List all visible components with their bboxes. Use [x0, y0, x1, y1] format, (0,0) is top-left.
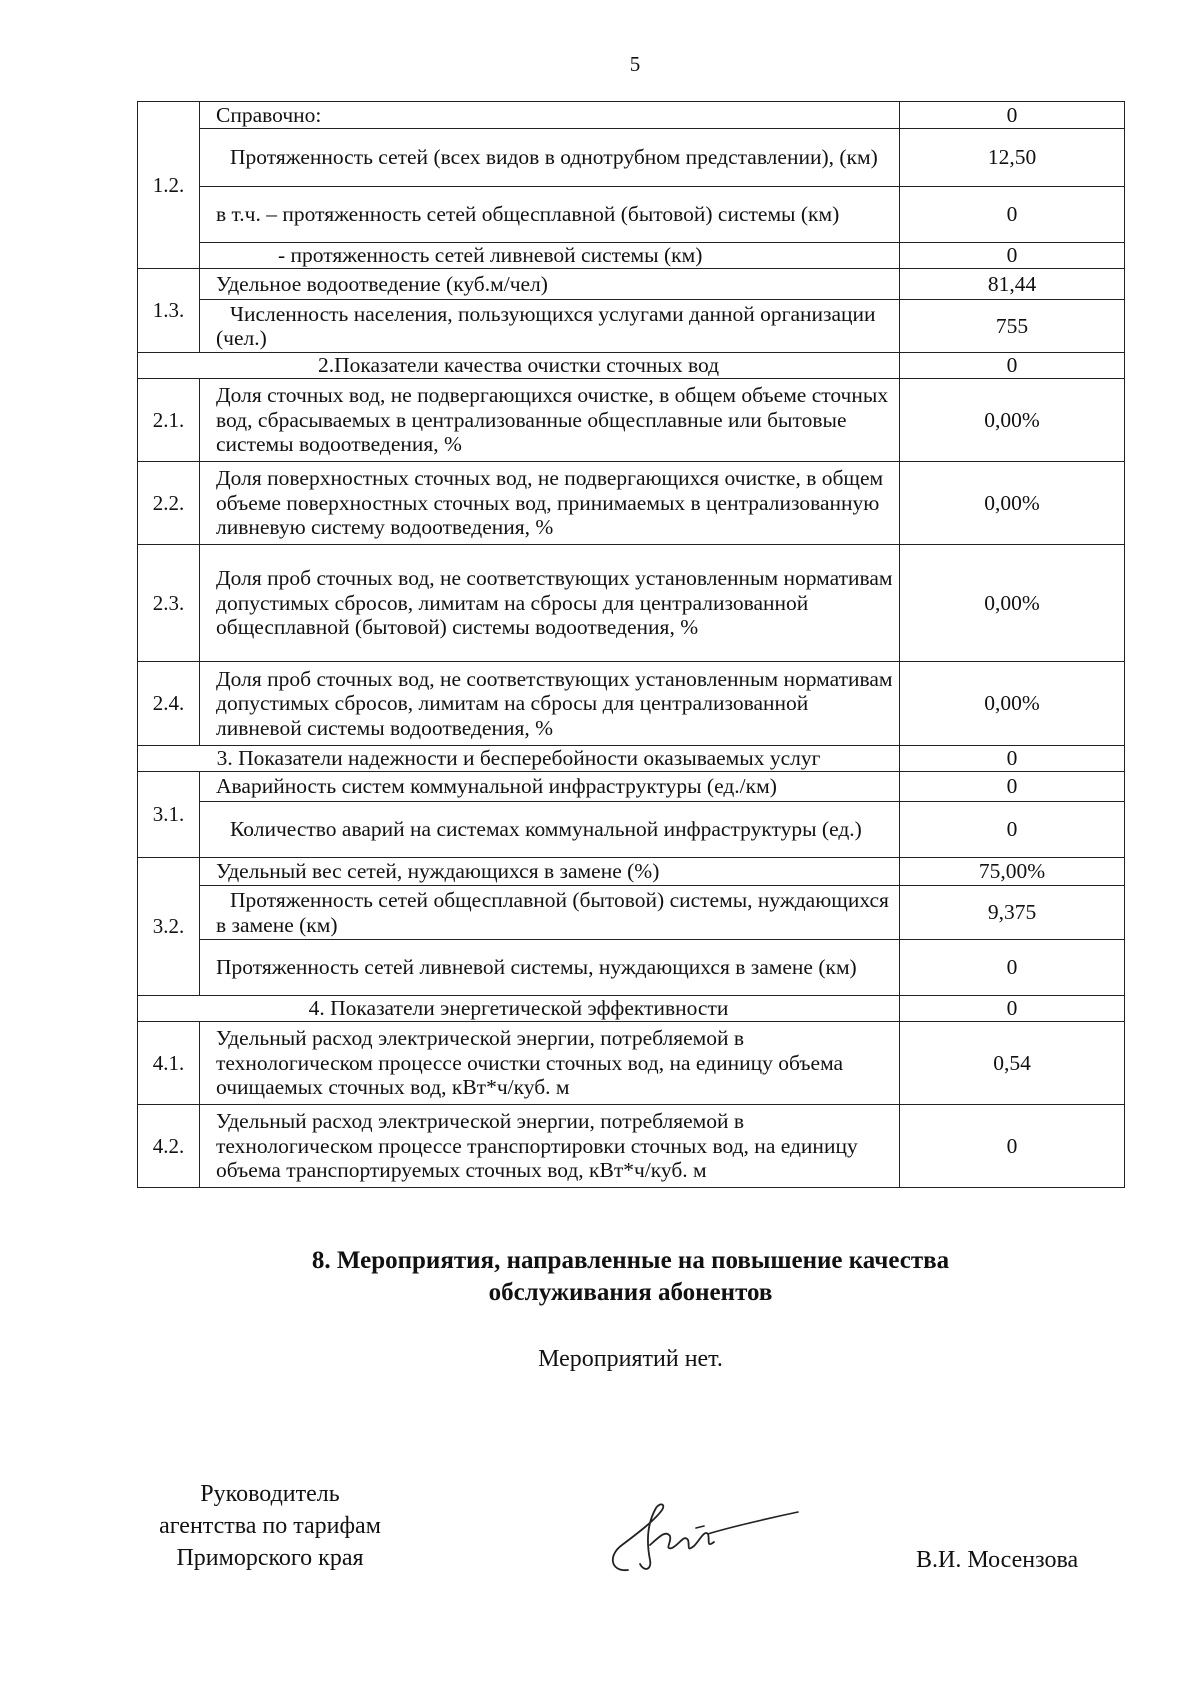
- row-number: 2.3.: [138, 545, 200, 662]
- row-value: 81,44: [900, 269, 1125, 300]
- row-label: Справочно:: [200, 102, 900, 129]
- row-label: Протяженность сетей (всех видов в однотрубном представлении), (км): [200, 129, 900, 187]
- table-row: [138, 886, 1125, 940]
- section-title: 2.Показатели качества очистки сточных вод: [138, 353, 900, 379]
- row-value: 75,00%: [900, 858, 1125, 886]
- table-row: [138, 1105, 1125, 1188]
- section-8-heading-line2: обслуживания абонентов: [488, 1279, 773, 1306]
- row-label: Удельный расход электрической энергии, потребляемой в технологическом процессе очистки сточных вод, на единицу объема очищаемых сточных вод, кВт*ч/куб. м: [200, 1022, 900, 1105]
- signatory-title: [130, 1478, 410, 1574]
- row-number: 2.1.: [138, 379, 200, 462]
- row-value: 0: [900, 1105, 1125, 1188]
- row-number: 1.3.: [138, 269, 200, 353]
- row-value: 0: [900, 772, 1125, 802]
- row-label: Численность населения, пользующихся услугами данной организации (чел.): [200, 300, 900, 353]
- section-row: [138, 746, 1125, 772]
- row-value: 0: [900, 746, 1125, 772]
- row-value: 0: [900, 243, 1125, 269]
- table-row: [138, 243, 1125, 269]
- row-value: 0: [900, 802, 1125, 858]
- section-title: 4. Показатели энергетической эффективности: [138, 996, 900, 1022]
- row-value: 9,375: [900, 886, 1125, 940]
- indicators-table: [137, 101, 1125, 1188]
- row-number: 1.2.: [138, 102, 200, 269]
- row-label: в т.ч. – протяженность сетей общесплавной (бытовой) системы (км): [200, 187, 900, 243]
- page-number: 5: [629, 52, 641, 76]
- table-row: [138, 462, 1125, 545]
- no-measures-text: Мероприятий нет.: [538, 1346, 723, 1372]
- row-number: 3.2.: [138, 858, 200, 996]
- signatory-title-line1: Руководитель: [200, 1481, 340, 1507]
- row-label: Аварийность систем коммунальной инфраструктуры (ед./км): [200, 772, 900, 802]
- table-row: [138, 940, 1125, 996]
- table-row: [138, 269, 1125, 300]
- row-number: 3.1.: [138, 772, 200, 858]
- handwritten-signature: [600, 1500, 800, 1580]
- section-title: 3. Показатели надежности и бесперебойности оказываемых услуг: [138, 746, 900, 772]
- signatory-name: В.И. Мосензова: [916, 1547, 1079, 1573]
- signatory-title-line3: Приморского края: [176, 1545, 364, 1571]
- row-value: 755: [900, 300, 1125, 353]
- table-row: [138, 187, 1125, 243]
- row-value: 0,54: [900, 1022, 1125, 1105]
- row-value: 0: [900, 187, 1125, 243]
- table-row: [138, 102, 1125, 129]
- signatory-title-line2: агентства по тарифам: [159, 1513, 381, 1539]
- table-row: [138, 379, 1125, 462]
- row-number: 4.1.: [138, 1022, 200, 1105]
- table-row: [138, 300, 1125, 353]
- row-label: Удельный вес сетей, нуждающихся в замене (%): [200, 858, 900, 886]
- section-8-heading-line1: 8. Мероприятия, направленные на повышение качества: [311, 1247, 950, 1274]
- table-row: [138, 1022, 1125, 1105]
- row-value: 0: [900, 353, 1125, 379]
- row-value: 0,00%: [900, 662, 1125, 746]
- row-label: Доля сточных вод, не подвергающихся очистке, в общем объеме сточных вод, сбрасываемых в централизованные общесплавные или бытовые системы водоотведения, %: [200, 379, 900, 462]
- row-label: Доля поверхностных сточных вод, не подвергающихся очистке, в общем объеме поверхностных сточных вод, принимаемых в централизованную ливневую систему водоотведения, %: [200, 462, 900, 545]
- row-label: Количество аварий на системах коммунальной инфраструктуры (ед.): [200, 802, 900, 858]
- table-row: [138, 772, 1125, 802]
- section-row: [138, 996, 1125, 1022]
- row-label: Протяженность сетей ливневой системы, нуждающихся в замене (км): [200, 940, 900, 996]
- row-label: Удельное водоотведение (куб.м/чел): [200, 269, 900, 300]
- table-row: [138, 802, 1125, 858]
- row-label: Доля проб сточных вод, не соответствующих установленным нормативам допустимых сбросов, лимитам на сбросы для централизованной общесплавной (бытовой) системы водоотведения, %: [200, 545, 900, 662]
- table-row: [138, 545, 1125, 662]
- row-label: Протяженность сетей общесплавной (бытовой) системы, нуждающихся в замене (км): [200, 886, 900, 940]
- row-value: 0,00%: [900, 379, 1125, 462]
- row-label: Доля проб сточных вод, не соответствующих установленным нормативам допустимых сбросов, лимитам на сбросы для централизованной ливневой системы водоотведения, %: [200, 662, 900, 746]
- row-value: 12,50: [900, 129, 1125, 187]
- row-label: - протяженность сетей ливневой системы (км): [200, 243, 900, 269]
- table-row: [138, 129, 1125, 187]
- row-value: 0,00%: [900, 545, 1125, 662]
- row-number: 2.2.: [138, 462, 200, 545]
- section-8-heading: [137, 1245, 1124, 1309]
- row-number: 4.2.: [138, 1105, 200, 1188]
- row-value: 0: [900, 102, 1125, 129]
- row-value: 0: [900, 940, 1125, 996]
- table-row: [138, 858, 1125, 886]
- section-row: [138, 353, 1125, 379]
- table-row: [138, 662, 1125, 746]
- row-value: 0,00%: [900, 462, 1125, 545]
- row-value: 0: [900, 996, 1125, 1022]
- row-number: 2.4.: [138, 662, 200, 746]
- row-label: Удельный расход электрической энергии, потребляемой в технологическом процессе транспортировки сточных вод, на единицу объема транспортируемых сточных вод, кВт*ч/куб. м: [200, 1105, 900, 1188]
